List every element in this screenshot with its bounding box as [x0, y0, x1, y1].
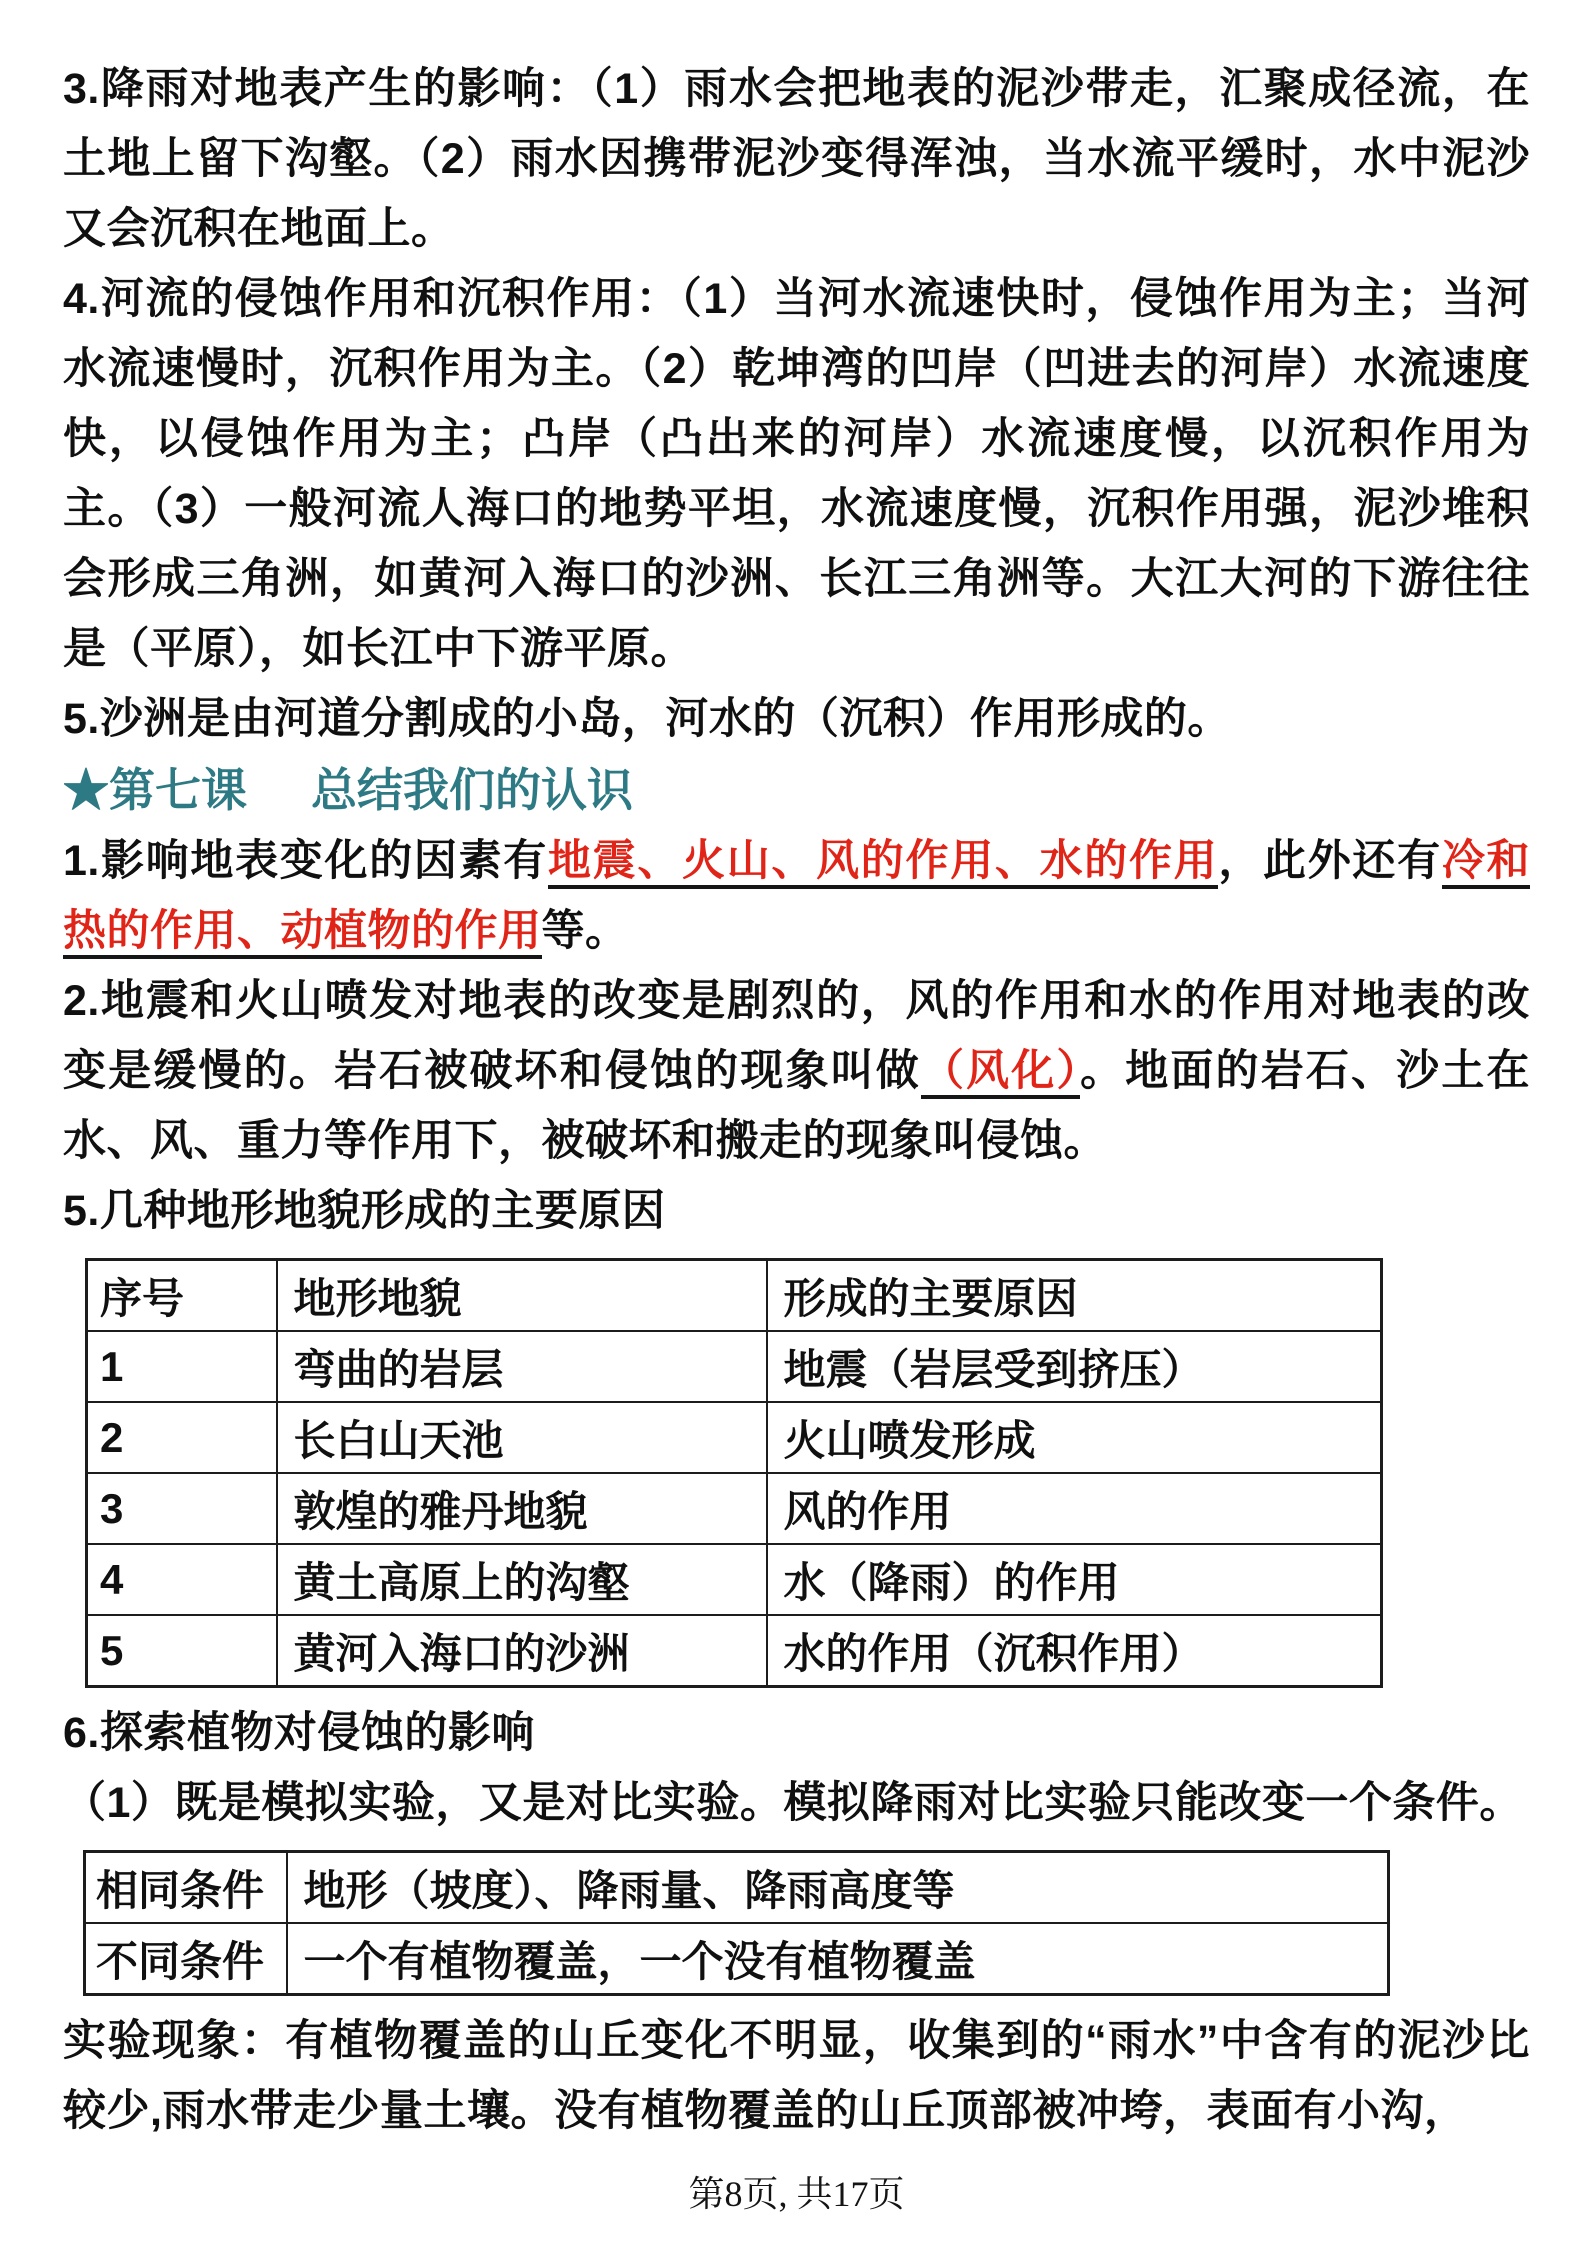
table-cell: 5: [87, 1615, 277, 1687]
paragraph-text: 实验现象：有植物覆盖的山丘变化不明显，收集到的“雨水”中含有的泥沙比较少,雨水带走少量土壤。没有植物覆盖的山丘顶部被冲垮，表面有小沟，: [63, 2017, 1530, 2135]
landform-causes-table: [85, 1258, 1383, 1688]
table-caption-landforms: [63, 1176, 1530, 1246]
paragraph-text: 3.降雨对地表产生的影响：（1）雨水会把地表的泥沙带走，汇聚成径流，在土地上留下沟壑。（2）雨水因携带泥沙变得浑浊，当水流平缓时，水中泥沙又会沉积在地面上。: [63, 65, 1530, 253]
condition-label-cell: 不同条件: [85, 1923, 287, 1995]
table-row: [85, 1923, 1389, 1995]
text-segment: 。地面的岩石、沙土在水、风、重力等作用下，被破坏和搬走的现象叫侵蚀。: [63, 1047, 1530, 1165]
paragraph-3-rainfall-effects: [63, 54, 1530, 264]
caption-text: 5.几种地形地貌形成的主要原因: [63, 1187, 666, 1235]
paragraph-text: （1）既是模拟实验，又是对比实验。模拟降雨对比实验只能改变一个条件。: [63, 1779, 1523, 1827]
highlighted-answer: 地震、火山、风的作用、水的作用: [548, 837, 1218, 889]
header-cell: 形成的主要原因: [767, 1260, 1382, 1332]
paragraph-4-river-erosion-deposition: [63, 264, 1530, 684]
table-cell: 水的作用（沉积作用）: [767, 1615, 1382, 1687]
point-6-note: [63, 1768, 1530, 1838]
table-header-row: [87, 1260, 1382, 1332]
table-cell: 水（降雨）的作用: [767, 1544, 1382, 1615]
table-cell: 风的作用: [767, 1473, 1382, 1544]
text-segment: ，此外还有: [1218, 837, 1442, 885]
condition-value-cell: 一个有植物覆盖，一个没有植物覆盖: [287, 1923, 1389, 1995]
table-cell: 2: [87, 1402, 277, 1473]
observation-paragraph: [63, 2006, 1530, 2146]
table-row: [87, 1615, 1382, 1687]
point-2-weathering: [63, 966, 1530, 1176]
table-cell: 3: [87, 1473, 277, 1544]
table-cell: 火山喷发形成: [767, 1402, 1382, 1473]
paragraph-5-sandbar: [63, 684, 1530, 754]
text-segment: 1.影响地表变化的因素有: [63, 837, 548, 885]
table-cell: 敦煌的雅丹地貌: [277, 1473, 767, 1544]
lesson-title: 总结我们的认识: [311, 764, 633, 816]
point-6-caption: [63, 1698, 1530, 1768]
point-1-factors: [63, 826, 1530, 966]
star-icon: ★: [63, 764, 109, 816]
page-number-text: 第8页, 共17页: [688, 2174, 905, 2214]
table-cell: 地震（岩层受到挤压）: [767, 1331, 1382, 1402]
table-cell: 弯曲的岩层: [277, 1331, 767, 1402]
table-row: [87, 1331, 1382, 1402]
page-footer: [63, 2172, 1530, 2216]
experiment-conditions-table: [83, 1850, 1390, 1996]
highlighted-answer: 冷和热的作用、动植物的作用: [63, 837, 1530, 959]
table-cell: 黄河入海口的沙洲: [277, 1615, 767, 1687]
table-row: [87, 1473, 1382, 1544]
table-row: [85, 1852, 1389, 1924]
highlighted-answer: （风化）: [921, 1047, 1080, 1099]
paragraph-text: 4.河流的侵蚀作用和沉积作用：（1）当河水流速快时，侵蚀作用为主；当河水流速慢时，沉积作用为主。（2）乾坤湾的凹岸（凹进去的河岸）水流速度快，以侵蚀作用为主；凸岸（凸出来的河岸）水流速度慢，以沉积作用为主。（3）一般河流人海口的地势平坦，水流速度慢，沉积作用强，泥沙堆积会形成三角洲，如黄河入海口的沙洲、长江三角洲等。大江大河的下游往往是（平原），如长江中下游平原。: [63, 275, 1530, 673]
table-cell: 长白山天池: [277, 1402, 767, 1473]
header-cell: 序号: [87, 1260, 277, 1332]
caption-text: 6.探索植物对侵蚀的影响: [63, 1709, 535, 1757]
table-cell: 1: [87, 1331, 277, 1402]
lesson-number: 第七课: [109, 764, 247, 816]
lesson-7-heading: [63, 754, 1530, 826]
table-row: [87, 1402, 1382, 1473]
table-cell: 黄土高原上的沟壑: [277, 1544, 767, 1615]
text-segment: 等。: [541, 907, 629, 955]
table-cell: 4: [87, 1544, 277, 1615]
header-cell: 地形地貌: [277, 1260, 767, 1332]
paragraph-text: 5.沙洲是由河道分割成的小岛，河水的（沉积）作用形成的。: [63, 695, 1231, 743]
text-segment: 2.地震和火山喷发对地表的改变是剧烈的，风的作用和水的作用对地表的改变是缓慢的。岩石被破坏和侵蚀的现象叫做: [63, 977, 1530, 1095]
table-row: [87, 1544, 1382, 1615]
condition-value-cell: 地形（坡度）、降雨量、降雨高度等: [287, 1852, 1389, 1924]
condition-label-cell: 相同条件: [85, 1852, 287, 1924]
